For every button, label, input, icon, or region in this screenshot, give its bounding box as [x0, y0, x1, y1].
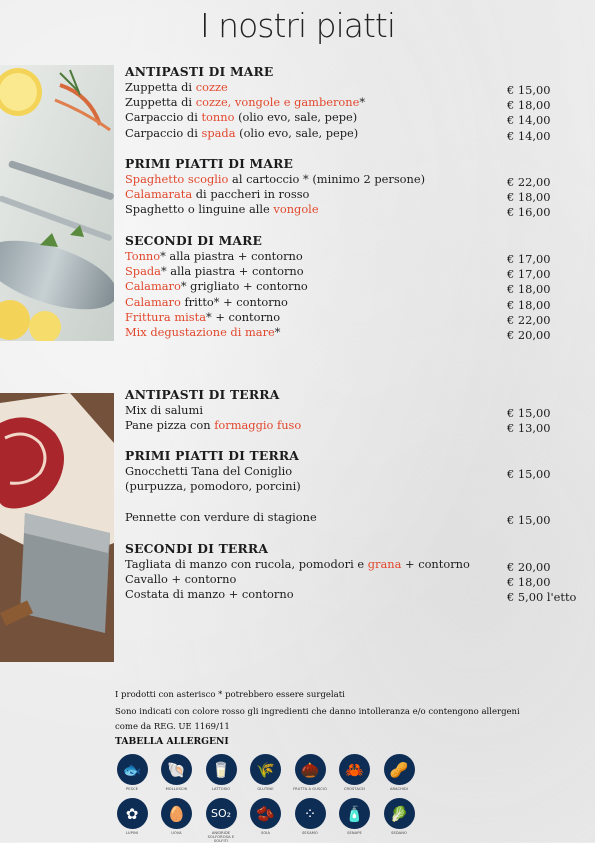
menu-item: [125, 510, 595, 525]
dish-price: € 18,00: [507, 574, 551, 589]
dish-price: € 14,00: [507, 113, 551, 128]
dish-name: [125, 172, 425, 186]
dish-name: [125, 202, 319, 216]
dish-price: € 22,00: [507, 174, 551, 189]
allergen-ingredient: Frittura mista: [125, 310, 206, 325]
allergen-item: [291, 798, 329, 835]
dish-name: [125, 295, 288, 309]
allergen-item: [380, 754, 418, 791]
dish-price: € 18,00: [507, 97, 551, 112]
so2-icon: SO₂: [206, 798, 237, 829]
dish-price: € 20,00: [507, 328, 551, 343]
allergen-item: [202, 798, 240, 843]
menu-item: [125, 295, 595, 310]
section-heading: PRIMI PIATTI DI MARE: [125, 156, 294, 171]
allergen-label: SEDANO: [391, 831, 407, 835]
dish-text: fritto* + contorno: [180, 294, 288, 309]
allergen-ingredient: Tonno: [125, 248, 161, 263]
dish-price: € 14,00: [507, 128, 551, 143]
allergen-label: CROSTACEI: [343, 787, 366, 791]
sesame-icon: ⁘: [295, 798, 326, 829]
section-heading: SECONDI DI TERRA: [125, 541, 269, 556]
allergen-ingredient: Calamaro: [125, 279, 181, 294]
dish-price: € 17,00: [507, 251, 551, 266]
allergen-item: [158, 754, 196, 791]
allergen-ingredient: cozze: [195, 79, 228, 94]
section-heading: ANTIPASTI DI MARE: [125, 64, 274, 79]
menu-section: [125, 156, 595, 218]
peanut-icon: 🥜: [384, 754, 415, 785]
allergen-item: [113, 754, 151, 791]
dish-name: [125, 126, 358, 140]
fish-icon: 🐟: [117, 754, 148, 785]
allergen-label: LATTOSIO: [211, 787, 231, 791]
dish-price: € 13,00: [507, 420, 551, 435]
section-heading: SECONDI DI MARE: [125, 233, 263, 248]
allergen-label: LUPINI: [125, 831, 139, 835]
allergen-label: ANIDRIDE SOLFOROSA E SOLFITI: [207, 831, 235, 843]
menu-item: [125, 325, 595, 343]
dish-text: (purpuzza, pomodoro, porcini): [125, 478, 301, 493]
menu-section: [125, 387, 595, 433]
dish-name: [125, 310, 280, 324]
allergen-ingredient: tonno: [201, 110, 235, 125]
allergen-ingredient: vongole: [273, 202, 319, 217]
allergen-item: [291, 754, 329, 791]
dish-price: € 18,00: [507, 282, 551, 297]
dish-name: [125, 110, 357, 124]
wheat-icon: 🌾: [250, 754, 281, 785]
allergen-label: GLUTINE: [257, 787, 274, 791]
menu-section: [125, 448, 595, 525]
dish-price: € 17,00: [507, 266, 551, 281]
dish-name: [125, 587, 294, 601]
menu-item: [125, 80, 595, 95]
allergen-item: [247, 754, 285, 791]
note-regulation: come da REG. UE 1169/11: [115, 722, 230, 733]
menu-item: [125, 249, 595, 264]
allergen-ingredient: formaggio fuso: [214, 417, 302, 432]
page-title: I nostri piatti: [199, 6, 396, 45]
menu-item: [125, 494, 595, 509]
allergen-item: [336, 754, 374, 791]
egg-icon: 🥚: [161, 798, 192, 829]
allergen-ingredient: cozze, vongole e gamberone: [195, 94, 360, 109]
menu-section: [125, 64, 595, 141]
allergen-label: FRUTTA A GUSCIO: [292, 787, 328, 791]
dish-text: (olio evo, sale, pepe): [235, 125, 359, 140]
menu-item: [125, 557, 595, 572]
menu-item: [125, 279, 595, 297]
allergen-label: ARACHIDI: [389, 787, 409, 791]
section-heading: PRIMI PIATTI DI TERRA: [125, 448, 300, 463]
dish-name: [125, 479, 301, 493]
menu-item: [125, 587, 595, 605]
menu-item: [125, 464, 595, 479]
menu-item: [125, 418, 595, 433]
dish-text: *: [274, 325, 281, 340]
allergen-item: [380, 798, 418, 835]
dish-text: (olio evo, sale, pepe): [234, 110, 358, 125]
dish-price: € 20,00: [507, 559, 551, 574]
menu-item: [125, 110, 595, 128]
shell-icon: 🐚: [161, 754, 192, 785]
allergen-item: [158, 798, 196, 835]
allergens-title: TABELLA ALLERGENI: [115, 735, 229, 747]
dish-text: Gnocchetti Tana del Coniglio: [125, 463, 293, 478]
dish-text: * alla piastra + contorno: [160, 248, 303, 263]
celery-icon: 🥬: [384, 798, 415, 829]
nut-icon: 🌰: [295, 754, 326, 785]
crab-icon: 🦀: [339, 754, 370, 785]
dish-name: [125, 187, 309, 201]
dish-name: [125, 572, 236, 586]
allergen-label: UOVA: [171, 831, 182, 835]
dish-name: [125, 510, 317, 524]
menu-item: [125, 202, 595, 220]
dish-name: [125, 95, 365, 109]
allergen-label: SOIA: [260, 831, 271, 835]
dish-name: [125, 264, 304, 278]
allergen-ingredient: Spaghetto scoglio: [125, 171, 229, 186]
dish-name: [125, 279, 308, 293]
menu-section: [125, 541, 595, 603]
dish-name: [125, 464, 292, 478]
dish-text: + contorno: [401, 556, 470, 571]
dish-price: € 15,00: [507, 512, 551, 527]
dish-text: Mix di salumi: [125, 402, 203, 417]
meat-photo: [0, 393, 114, 662]
dish-text: *: [359, 94, 366, 109]
dish-text: Tagliata di manzo con rucola, pomodori e: [125, 556, 368, 571]
section-heading: ANTIPASTI DI TERRA: [125, 387, 280, 402]
menu-section: [125, 233, 595, 341]
dish-text: di paccheri in rosso: [192, 186, 310, 201]
dish-price: € 15,00: [507, 405, 551, 420]
dish-text: Pennette con verdure di stagione: [125, 509, 317, 524]
allergen-label: PESCE: [126, 787, 138, 791]
dish-text: * grigliato + contorno: [180, 279, 308, 294]
menu-item: [125, 126, 595, 141]
menu-item: [125, 264, 595, 279]
allergen-ingredient: Calamarata: [125, 186, 193, 201]
dish-text: Pane pizza con: [125, 417, 215, 432]
milk-icon: 🥛: [206, 754, 237, 785]
dish-text: * alla piastra + contorno: [160, 263, 304, 278]
dish-name: [125, 418, 301, 432]
menu-item: [125, 172, 595, 187]
dish-text: Carpaccio di: [125, 110, 202, 125]
allergen-ingredient: Spada: [125, 263, 161, 278]
dish-price: € 18,00: [507, 297, 551, 312]
mustard-icon: 🧴: [339, 798, 370, 829]
allergen-item: [113, 798, 151, 835]
allergen-item: [202, 754, 240, 791]
menu-item: [125, 95, 595, 110]
menu-item: [125, 479, 595, 494]
dish-price: € 18,00: [507, 189, 551, 204]
menu-item: [125, 187, 595, 202]
dish-text: al cartoccio * (minimo 2 persone): [228, 171, 426, 186]
dish-name: [125, 403, 203, 417]
dish-price: € 22,00: [507, 313, 551, 328]
dish-name: [125, 325, 280, 339]
dish-price: € 16,00: [507, 205, 551, 220]
allergen-ingredient: spada: [201, 125, 236, 140]
dish-name: [125, 80, 228, 94]
allergen-ingredient: grana: [367, 556, 402, 571]
dish-text: * + contorno: [206, 310, 281, 325]
dish-text: Spaghetto o linguine alle: [125, 202, 274, 217]
note-allergens: Sono indicati con colore rosso gli ingredienti che danno intolleranza e/o contengono allergeni: [115, 706, 520, 717]
dish-text: Carpaccio di: [125, 125, 202, 140]
allergen-label: MOLLUSCHI: [165, 787, 188, 791]
dish-text: Costata di manzo + contorno: [125, 587, 294, 602]
menu-item: [125, 572, 595, 587]
dish-name: [125, 249, 303, 263]
allergen-item: [247, 798, 285, 835]
dish-text: Cavallo + contorno: [125, 571, 237, 586]
allergen-ingredient: Calamaro: [125, 294, 181, 309]
allergen-item: [336, 798, 374, 835]
dish-price: € 5,00 l'etto: [507, 590, 577, 605]
dish-name: [125, 557, 470, 571]
menu-item: [125, 403, 595, 418]
dish-text: Zuppetta di: [125, 79, 196, 94]
allergen-label: SESAMO: [302, 831, 318, 835]
note-frozen: I prodotti con asterisco * potrebbero essere surgelati: [115, 690, 345, 700]
menu-item: [125, 310, 595, 328]
dish-price: € 15,00: [507, 466, 551, 481]
soy-icon: 🫘: [250, 798, 281, 829]
lupin-icon: ✿: [117, 798, 148, 829]
seafood-photo: [0, 65, 114, 341]
dish-text: Zuppetta di: [125, 94, 196, 109]
allergen-label: SENAPE: [347, 831, 362, 835]
dish-price: € 15,00: [507, 82, 551, 97]
allergen-ingredient: Mix degustazione di mare: [125, 325, 275, 340]
